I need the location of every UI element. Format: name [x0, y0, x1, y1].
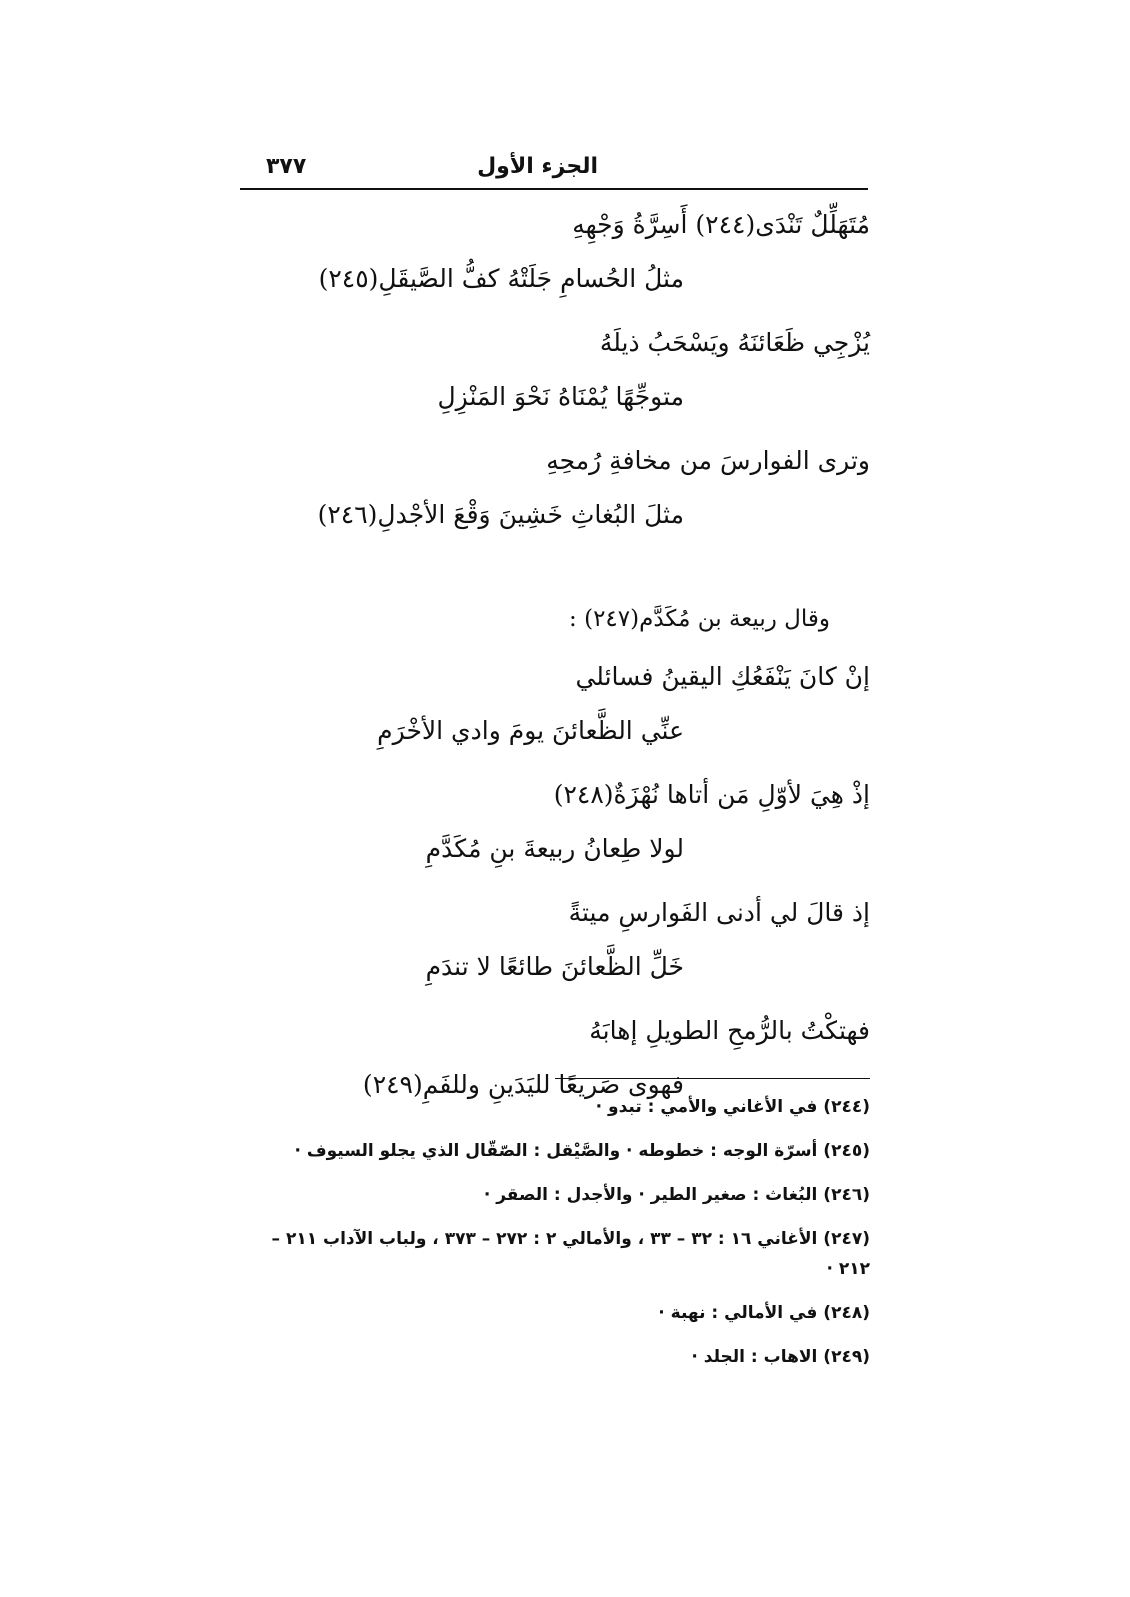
- footnote-text: في الأغاني والأمي : تبدو ·: [595, 1097, 818, 1117]
- footnote: [236, 1136, 870, 1166]
- footnote: [236, 1180, 870, 1210]
- verse-second-hemistich: متوجِّهًا يُمْنَاهُ نَحْوَ المَنْزِلِ: [437, 382, 684, 411]
- verse: [230, 198, 870, 306]
- verse-first-hemistich: مُتَهَلِّلٌ تَنْدَى(٢٤٤) أَسِرَّةُ وَجْهِهِ: [572, 210, 870, 239]
- footnote-number: (٢٤٧): [823, 1229, 870, 1249]
- footnote-text: البُغاث : صغير الطير · والأجدل : الصقر ·: [483, 1185, 818, 1205]
- verse-first-hemistich: إنْ كانَ يَنْفَعُكِ اليقينُ فسائلي: [575, 662, 870, 691]
- verse-first-hemistich: يُزْجِي ظَعَائنَهُ ويَسْحَبُ ذيلَهُ: [599, 328, 870, 357]
- footnote-rule: [555, 1078, 870, 1079]
- footnote-text: في الأمالي : نهبة ·: [658, 1303, 818, 1323]
- footnote-number: (٢٤٥): [823, 1141, 870, 1161]
- verse: [230, 434, 870, 542]
- page-header: [240, 150, 868, 186]
- footnote-number: (٢٤٩): [823, 1347, 870, 1367]
- footnote: [236, 1342, 870, 1372]
- verse-second-hemistich: مثلَ البُغاثِ خَشِينَ وَقْعَ الأجْدلِ(٢٤٦): [317, 500, 684, 529]
- footnote-number: (٢٤٤): [823, 1097, 870, 1117]
- poem-body: [230, 198, 870, 1112]
- verse-second-hemistich: عنِّي الظَّعائنَ يومَ وادي الأخْرَمِ: [377, 716, 684, 745]
- verse-second-hemistich: خَلِّ الظَّعائنَ طائعًا لا تندَمِ: [425, 952, 684, 981]
- verse-second-hemistich: مثلُ الحُسامِ جَلَتْهُ كفُّ الصَّيقَلِ(٢٤٥): [318, 264, 684, 293]
- verse: [230, 650, 870, 758]
- verse-first-hemistich: فهتكْتُ بالرُّمحِ الطويلِ إهابَهُ: [589, 1016, 870, 1045]
- page-number: ٣٧٧: [266, 154, 307, 179]
- footnote: [236, 1224, 870, 1284]
- verse-first-hemistich: وترى الفوارسَ من مخافةِ رُمحِهِ: [546, 446, 870, 475]
- verse-second-hemistich: لولا طِعانُ ربيعةَ بنِ مُكَدَّمِ: [425, 834, 684, 863]
- footnote-number: (٢٤٦): [823, 1185, 870, 1205]
- footnote-text: أسرّة الوجه : خطوطه · والصَّيْقل : الصّقّال الذي يجلو السيوف ·: [294, 1141, 818, 1161]
- verse: [230, 886, 870, 994]
- poem-introduction: وقال ربيعة بن مُكَدَّم(٢٤٧) :: [569, 606, 830, 632]
- footnote-text: الاهاب : الجلد ·: [691, 1347, 818, 1367]
- verse: [230, 316, 870, 424]
- verse-first-hemistich: إذ قالَ لي أدنى الفَوارسِ ميتةً: [568, 898, 870, 927]
- footnotes: [236, 1092, 870, 1386]
- footnote: [236, 1298, 870, 1328]
- header-rule: [240, 188, 868, 190]
- footnote-number: (٢٤٨): [823, 1303, 870, 1323]
- running-title: الجزء الأول: [477, 154, 598, 179]
- verse: [230, 768, 870, 876]
- footnote-text: الأغاني ١٦ : ٣٢ – ٣٣ ، والأمالي ٢ : ٢٧٢ – ٣٧٣ ، ولباب الآداب ٢١١ – ٢١٢ ·: [271, 1229, 870, 1279]
- verse-first-hemistich: إذْ هِيَ لأوّلِ مَن أتاها نُهْزَةٌ(٢٤٨): [553, 780, 870, 809]
- verse-second-hemistich: فهوى صَريعًا لليَدَينِ وللفَمِ(٢٤٩): [362, 1070, 684, 1099]
- footnote: [236, 1092, 870, 1122]
